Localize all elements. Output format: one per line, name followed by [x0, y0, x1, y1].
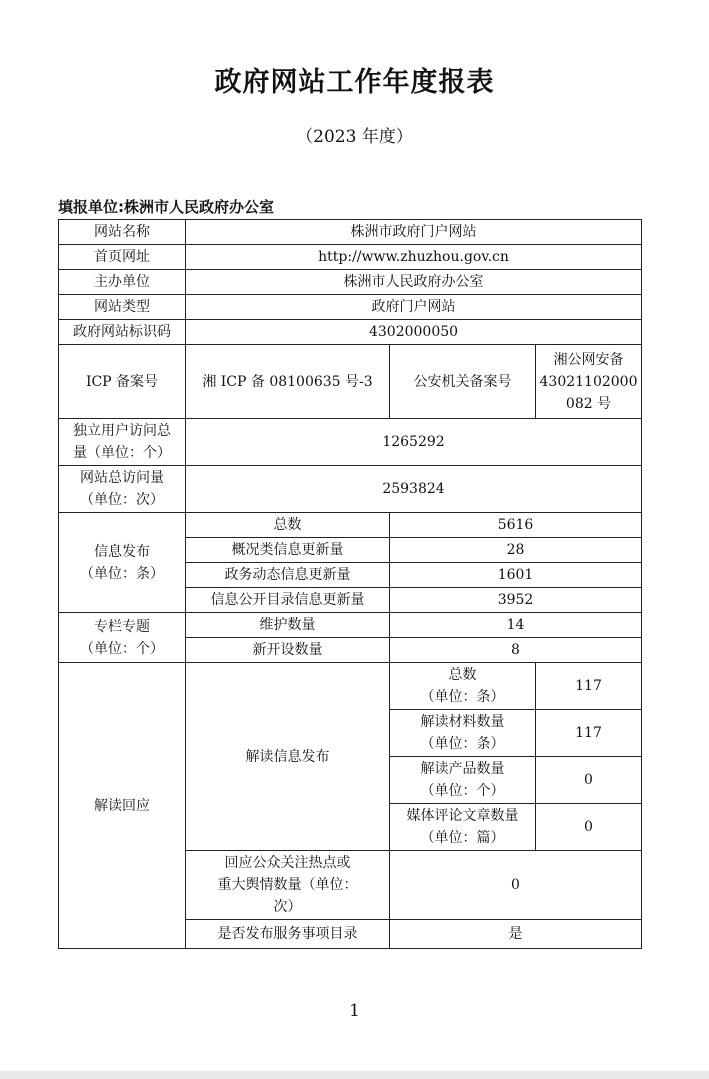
interp-row-value: 0 [536, 757, 642, 804]
row-organizer [59, 270, 642, 295]
interp-row-value: 117 [536, 710, 642, 757]
response-label-line-2: 重大舆情数量（单位： [217, 877, 358, 893]
site-type-value: 政府门户网站 [186, 295, 642, 320]
total-visits-label [59, 466, 186, 513]
interp-row-label-line-1: 媒体评论文章数量 [406, 808, 519, 824]
info-row-value: 5616 [390, 513, 642, 538]
interp-row-value: 117 [536, 663, 642, 710]
homepage-value: http://www.zhuzhou.gov.cn [186, 245, 642, 270]
row-unique-visitors [59, 419, 642, 466]
report-year: （2023 年度） [296, 127, 413, 147]
interp-row-label [390, 663, 536, 710]
homepage-label: 首页网址 [59, 245, 186, 270]
total-visits-label-line-1: 网站总访问量 [80, 470, 164, 486]
interpretation-label: 解读回应 [59, 663, 186, 949]
response-value: 0 [390, 851, 642, 920]
info-row-value: 3952 [390, 588, 642, 613]
row-total-visits [59, 466, 642, 513]
row-site-name [59, 220, 642, 245]
interp-row-label-line-2: （单位：个） [420, 783, 505, 799]
columns-label-line-1: 专栏专题 [94, 618, 150, 635]
interp-row-label [390, 804, 536, 851]
row-site-code [59, 320, 642, 345]
organizer-value: 株洲市人民政府办公室 [186, 270, 642, 295]
row-columns-maintained [59, 613, 642, 638]
interp-row-label [390, 710, 536, 757]
response-label [186, 851, 390, 920]
unique-visitors-label-line-2: 量（单位：个） [73, 445, 171, 461]
police-record-line-1: 湘公网安备 [553, 351, 624, 368]
columns-label [59, 613, 186, 663]
page-bottom-bar [0, 1071, 709, 1079]
interp-row-label-line-2: （单位：条） [420, 736, 505, 752]
columns-row-value: 8 [390, 638, 642, 663]
unique-visitors-label-line-1: 独立用户访问总 [73, 423, 171, 439]
info-row-label: 总数 [186, 513, 390, 538]
response-label-line-3: 次） [273, 899, 302, 915]
site-name-label: 网站名称 [59, 220, 186, 245]
unique-visitors-label [59, 419, 186, 466]
organizer-label: 主办单位 [59, 270, 186, 295]
filling-unit: 填报单位:株洲市人民政府办公室 [58, 198, 275, 216]
unique-visitors-value: 1265292 [186, 419, 642, 466]
row-site-type [59, 295, 642, 320]
icp-value: 湘 ICP 备 08100635 号-3 [186, 345, 390, 419]
service-catalog-value: 是 [390, 920, 642, 949]
interp-row-label-line-2: （单位：篇） [420, 830, 505, 846]
info-publish-label-line-1: 信息发布 [94, 543, 150, 560]
site-name-value: 株洲市政府门户网站 [186, 220, 642, 245]
columns-row-value: 14 [390, 613, 642, 638]
interp-row-label-line-1: 解读产品数量 [420, 761, 505, 777]
info-row-label: 概况类信息更新量 [186, 538, 390, 563]
site-type-label: 网站类型 [59, 295, 186, 320]
police-record-line-2: 43021102000 [539, 373, 638, 390]
service-catalog-label: 是否发布服务事项目录 [186, 920, 390, 949]
document-title: 政府网站工作年度报表 [214, 67, 495, 98]
police-record-value [536, 345, 642, 419]
info-row-label: 信息公开目录信息更新量 [186, 588, 390, 613]
site-code-label: 政府网站标识码 [59, 320, 186, 345]
total-visits-value: 2593824 [186, 466, 642, 513]
interp-row-label [390, 757, 536, 804]
interpretation-publish-label: 解读信息发布 [186, 663, 390, 851]
police-record-line-3: 082 号 [565, 395, 612, 412]
columns-row-label: 维护数量 [186, 613, 390, 638]
info-row-label: 政务动态信息更新量 [186, 563, 390, 588]
columns-label-line-2: （单位：个） [80, 640, 164, 657]
info-publish-label-line-2: （单位：条） [80, 565, 164, 582]
info-publish-label [59, 513, 186, 613]
report-table [58, 219, 642, 949]
icp-label: ICP 备案号 [59, 345, 186, 419]
row-icp [59, 345, 642, 419]
row-homepage [59, 245, 642, 270]
interp-row-label-line-1: 解读材料数量 [420, 714, 505, 730]
response-label-line-1: 回应公众关注热点或 [224, 855, 351, 871]
columns-row-label: 新开设数量 [186, 638, 390, 663]
interp-row-value: 0 [536, 804, 642, 851]
police-record-label: 公安机关备案号 [390, 345, 536, 419]
interp-row-label-line-1: 总数 [448, 667, 477, 683]
row-interp-total [59, 663, 642, 710]
info-row-value: 28 [390, 538, 642, 563]
total-visits-label-line-2: （单位：次） [80, 492, 164, 508]
page-number: 1 [349, 1001, 360, 1021]
site-code-value: 4302000050 [186, 320, 642, 345]
row-info-total [59, 513, 642, 538]
interp-row-label-line-2: （单位：条） [420, 689, 505, 705]
info-row-value: 1601 [390, 563, 642, 588]
